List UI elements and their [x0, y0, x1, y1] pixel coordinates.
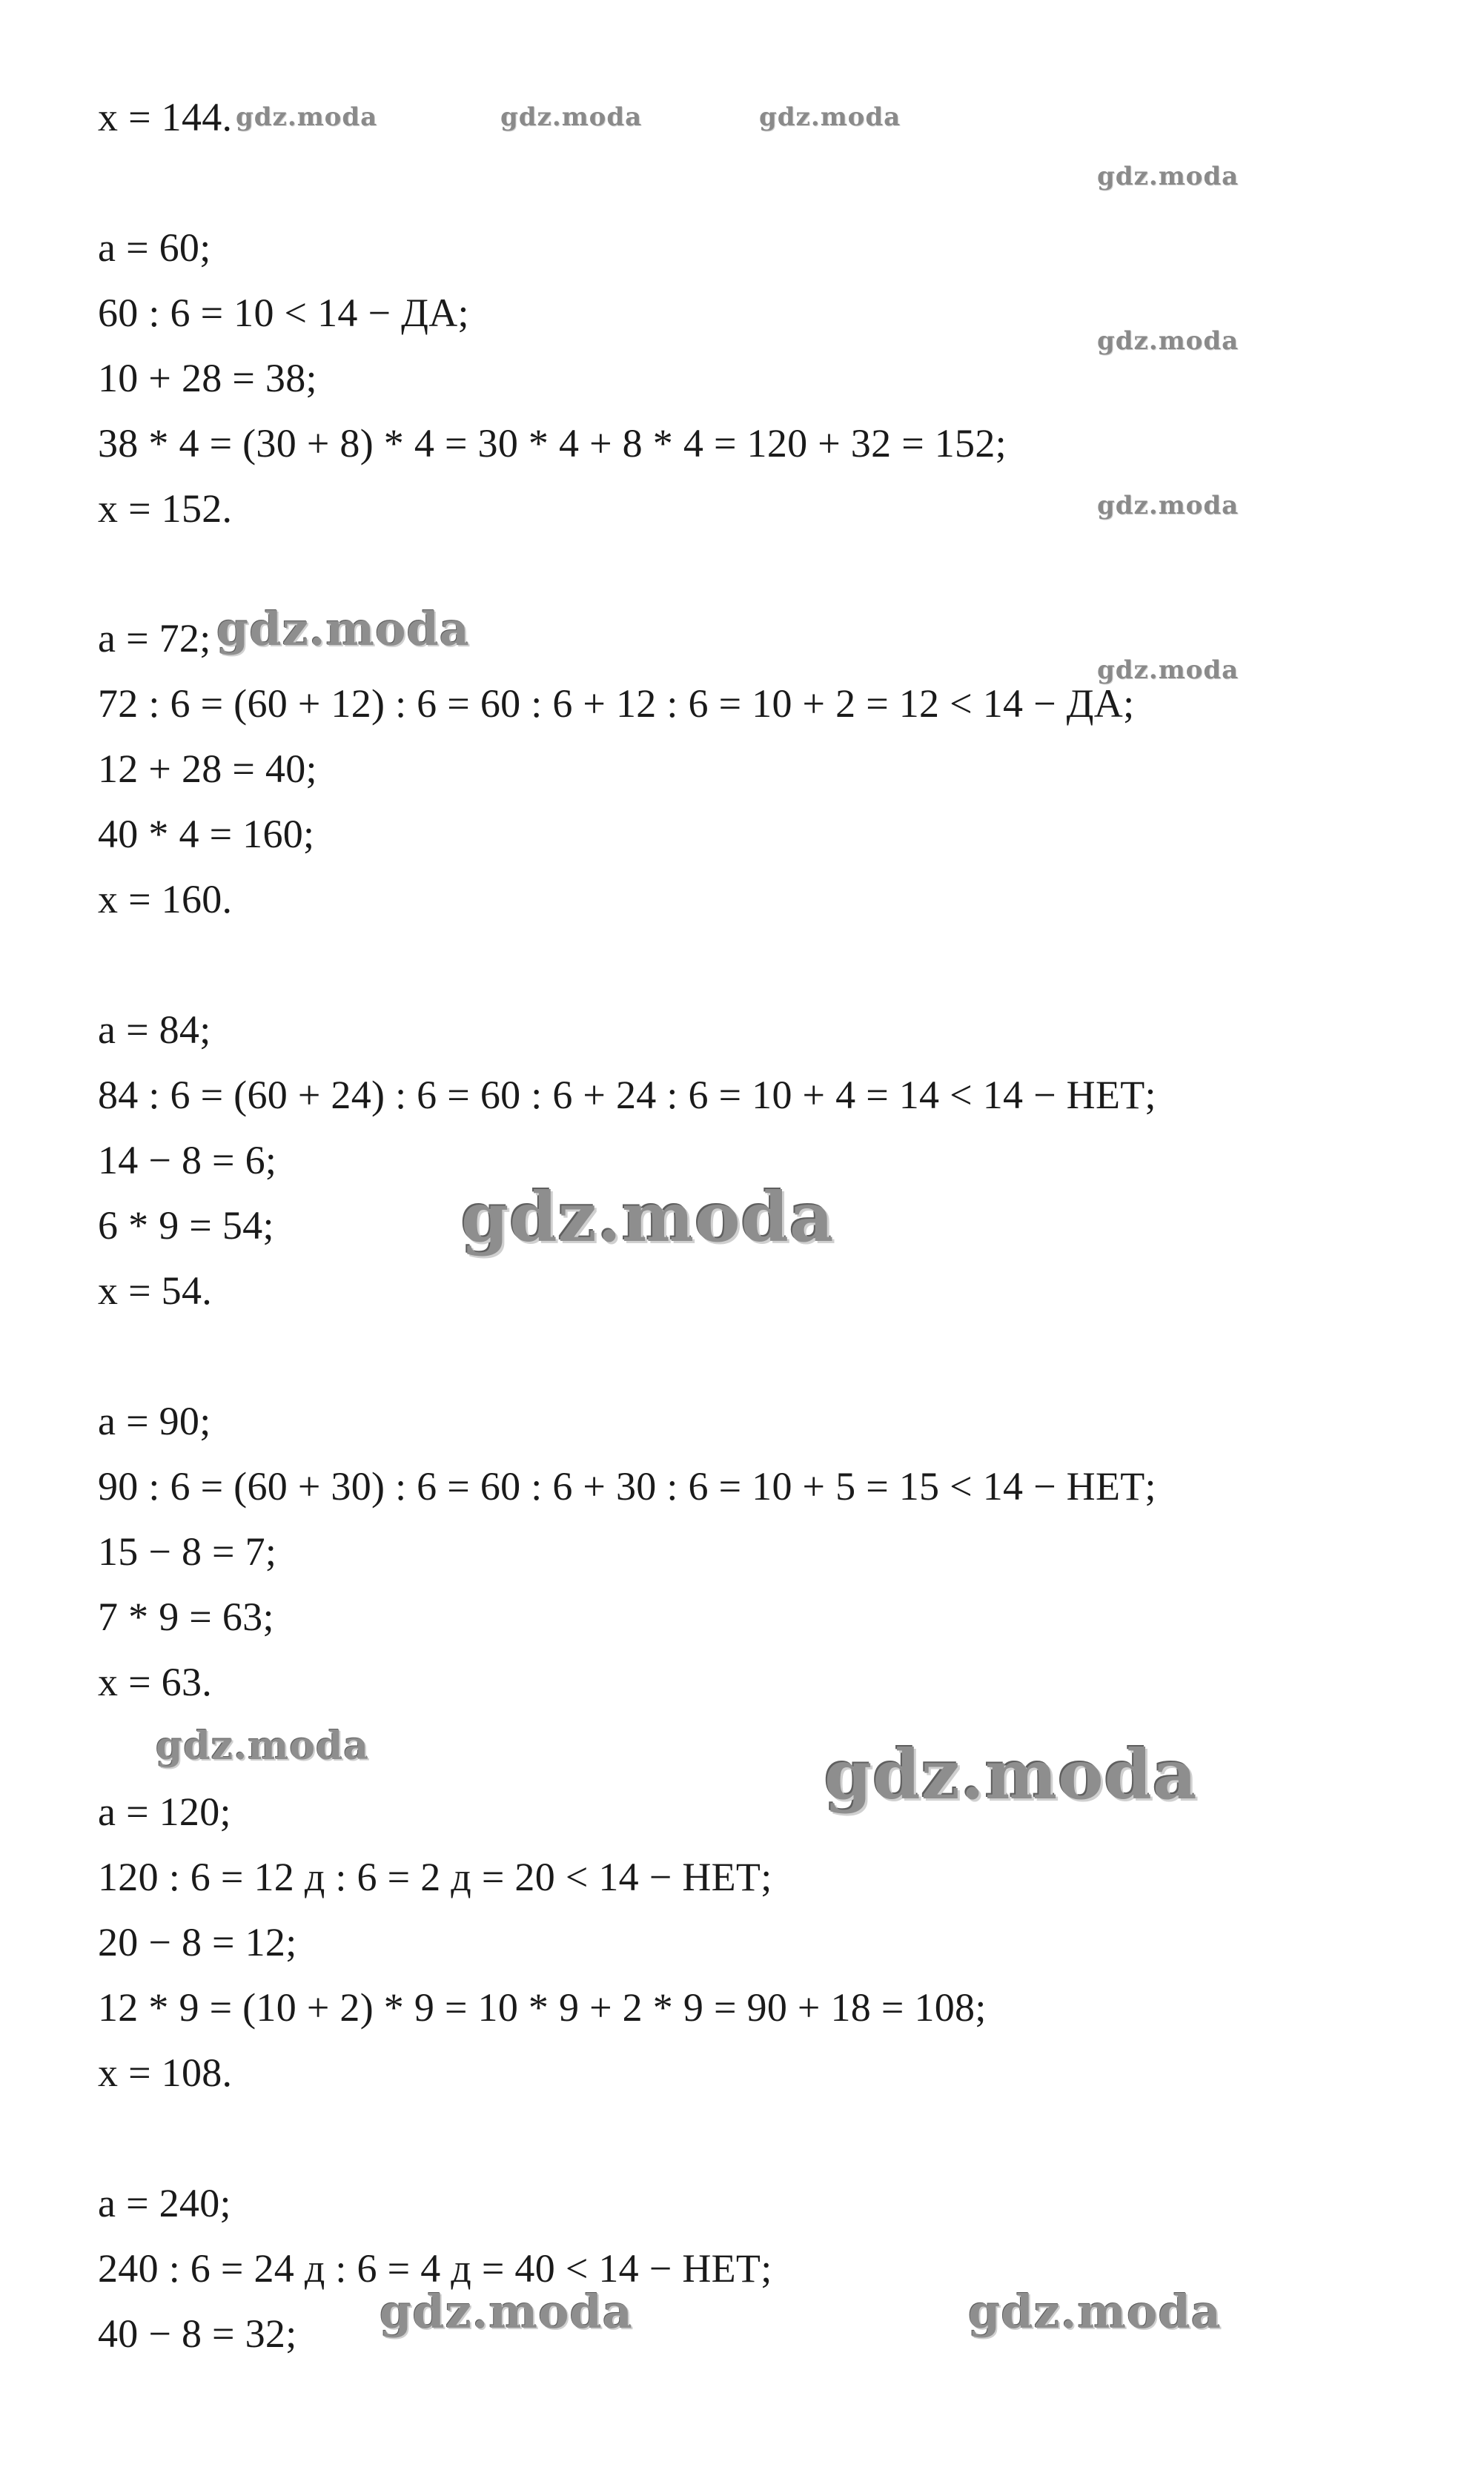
text-line: x = 160.	[98, 877, 233, 921]
text-line: 15 − 8 = 7;	[98, 1529, 277, 1574]
text-line: 20 − 8 = 12;	[98, 1920, 297, 1964]
text-line: 120 : 6 = 12 д : 6 = 2 д = 20 < 14 − НЕТ;	[98, 1855, 772, 1899]
text-line: 14 − 8 = 6;	[98, 1138, 277, 1182]
text-line: 6 * 9 = 54;	[98, 1203, 274, 1248]
text-line: 40 * 4 = 160;	[98, 812, 315, 856]
watermark: gdz.moda	[968, 2285, 1222, 2339]
text-line: 90 : 6 = (60 + 30) : 6 = 60 : 6 + 30 : 6 = 10 + 5 = 15 < 14 − НЕТ;	[98, 1464, 1156, 1509]
watermark: gdz.moda	[236, 102, 378, 132]
watermark: gdz.moda	[1097, 326, 1239, 356]
text-line: 10 + 28 = 38;	[98, 356, 317, 400]
watermark: gdz.moda	[461, 1177, 835, 1257]
text-line: x = 108.	[98, 2050, 233, 2095]
text-line: a = 60;	[98, 225, 211, 270]
watermark: gdz.moda	[500, 102, 643, 132]
text-line: x = 144.	[98, 95, 233, 139]
text-line: a = 72;	[98, 616, 211, 661]
watermark: gdz.moda	[759, 102, 901, 132]
text-line: x = 63.	[98, 1660, 213, 1704]
text-line: 60 : 6 = 10 < 14 − ДА;	[98, 291, 469, 335]
watermark: gdz.moda	[216, 602, 470, 656]
text-line: 84 : 6 = (60 + 24) : 6 = 60 : 6 + 24 : 6 = 10 + 4 = 14 < 14 − НЕТ;	[98, 1073, 1156, 1117]
text-line: 240 : 6 = 24 д : 6 = 4 д = 40 < 14 − НЕТ;	[98, 2246, 772, 2291]
text-line: x = 54.	[98, 1268, 213, 1313]
text-line: x = 152.	[98, 486, 233, 531]
text-line: 12 * 9 = (10 + 2) * 9 = 10 * 9 + 2 * 9 = 90 + 18 = 108;	[98, 1985, 987, 2030]
text-line: 7 * 9 = 63;	[98, 1595, 274, 1639]
watermark: gdz.moda	[1097, 162, 1239, 191]
watermark: gdz.moda	[824, 1735, 1198, 1815]
watermark: gdz.moda	[1097, 655, 1239, 685]
text-line: 12 + 28 = 40;	[98, 746, 317, 791]
text-line: a = 240;	[98, 2181, 231, 2225]
text-line: a = 84;	[98, 1007, 211, 1052]
text-line: 40 − 8 = 32;	[98, 2311, 297, 2356]
text-line: 38 * 4 = (30 + 8) * 4 = 30 * 4 + 8 * 4 = 120 + 32 = 152;	[98, 421, 1007, 466]
text-line: a = 120;	[98, 1790, 231, 1834]
watermark: gdz.moda	[1097, 491, 1239, 520]
watermark: gdz.moda	[156, 1724, 370, 1769]
watermark: gdz.moda	[380, 2285, 633, 2339]
text-line: a = 90;	[98, 1399, 211, 1443]
text-line: 72 : 6 = (60 + 12) : 6 = 60 : 6 + 12 : 6 = 10 + 2 = 12 < 14 − ДА;	[98, 681, 1135, 726]
